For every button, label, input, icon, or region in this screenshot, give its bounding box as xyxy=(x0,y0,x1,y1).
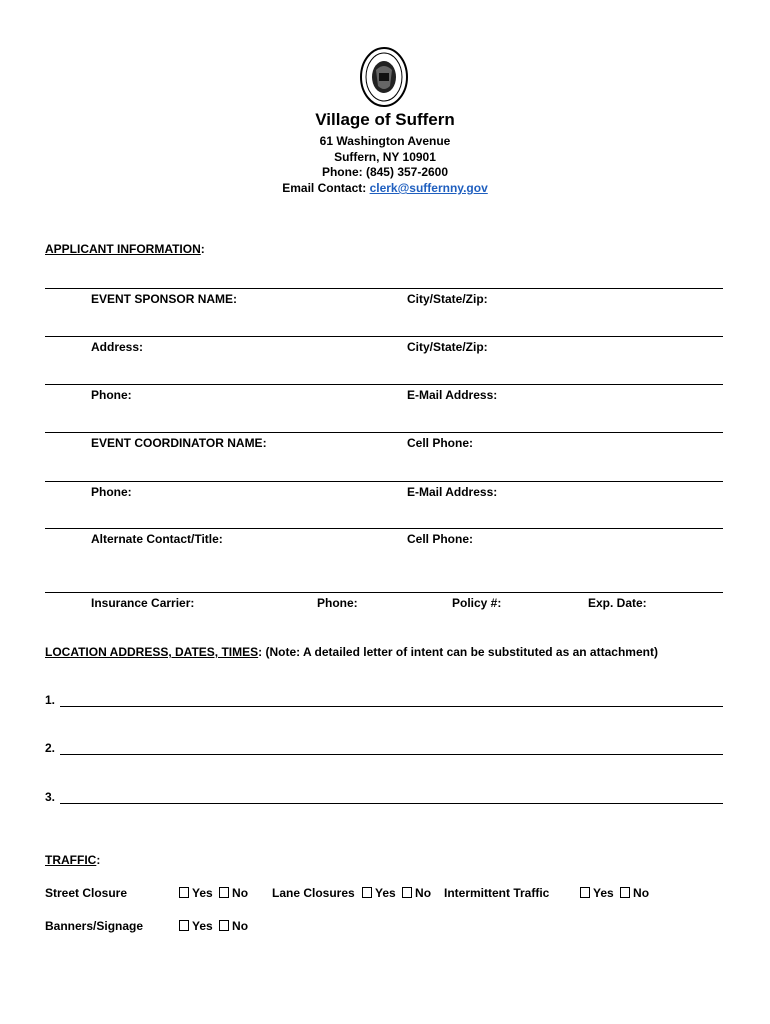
banners-no-label: No xyxy=(232,919,249,933)
sponsor-phone-line[interactable] xyxy=(45,384,723,385)
organization-title: Village of Suffern xyxy=(315,110,455,129)
address-line[interactable] xyxy=(45,336,723,337)
address-city-label: City/State/Zip: xyxy=(407,340,488,354)
location-item-2-number: 2. xyxy=(45,741,56,755)
location-heading xyxy=(45,645,658,659)
sponsor-name-line[interactable] xyxy=(45,288,723,289)
street-closure-label: Street Closure xyxy=(45,886,128,900)
coordinator-phone-line[interactable] xyxy=(45,481,723,482)
intermittent-traffic-options xyxy=(580,886,649,900)
policy-number-label: Policy #: xyxy=(452,596,502,610)
banners-no-checkbox[interactable] xyxy=(219,920,229,931)
banners-yes-label: Yes xyxy=(192,919,213,933)
email-label: Email Contact: xyxy=(282,181,367,195)
address-label: Address: xyxy=(91,340,144,354)
intermittent-no-label: No xyxy=(633,886,650,900)
intermittent-no-checkbox[interactable] xyxy=(620,887,630,898)
lane-closures-no-label: No xyxy=(415,886,432,900)
coordinator-phone-label: Phone: xyxy=(91,485,132,499)
location-item-1-line[interactable] xyxy=(60,706,723,707)
coordinator-email-label: E-Mail Address: xyxy=(407,485,498,499)
sponsor-phone-label: Phone: xyxy=(91,388,132,402)
insurance-carrier-label: Insurance Carrier: xyxy=(91,596,195,610)
banners-signage-options xyxy=(179,919,248,933)
street-closure-yes-checkbox[interactable] xyxy=(179,887,189,898)
lane-closures-label: Lane Closures xyxy=(272,886,355,900)
street-closure-yes-label: Yes xyxy=(192,886,213,900)
alternate-contact-line[interactable] xyxy=(45,528,723,529)
lane-closures-yes-label: Yes xyxy=(375,886,396,900)
address-line-2: Suffern, NY 10901 xyxy=(334,150,436,164)
lane-closures-no-checkbox[interactable] xyxy=(402,887,412,898)
location-heading-text: LOCATION ADDRESS, DATES, TIMES xyxy=(45,645,259,659)
lane-closures-yes-checkbox[interactable] xyxy=(362,887,372,898)
intermittent-yes-checkbox[interactable] xyxy=(580,887,590,898)
phone-line: Phone: (845) 357-2600 xyxy=(321,165,449,179)
intermittent-yes-label: Yes xyxy=(593,886,614,900)
lane-closures-options xyxy=(362,886,431,900)
location-item-2-line[interactable] xyxy=(60,754,723,755)
location-item-3-number: 3. xyxy=(45,790,56,804)
street-closure-no-label: No xyxy=(232,886,249,900)
village-seal-logo xyxy=(359,46,409,108)
coordinator-name-line[interactable] xyxy=(45,432,723,433)
applicant-heading: APPLICANT INFORMATION: xyxy=(45,242,205,256)
insurance-line[interactable] xyxy=(45,592,723,593)
alternate-contact-label: Alternate Contact/Title: xyxy=(91,532,223,546)
applicant-heading-text: APPLICANT INFORMATION xyxy=(45,242,201,256)
coordinator-name-label: EVENT COORDINATOR NAME: xyxy=(91,436,267,450)
location-item-3-line[interactable] xyxy=(60,803,723,804)
street-closure-no-checkbox[interactable] xyxy=(219,887,229,898)
coordinator-cell-label: Cell Phone: xyxy=(407,436,474,450)
sponsor-name-label: EVENT SPONSOR NAME: xyxy=(91,292,238,306)
location-note: : (Note: A detailed letter of intent can be substituted as an attachment) xyxy=(258,645,658,659)
sponsor-city-label: City/State/Zip: xyxy=(407,292,488,306)
intermittent-traffic-label: Intermittent Traffic xyxy=(444,886,550,900)
traffic-heading-text: TRAFFIC xyxy=(45,853,97,867)
location-item-1-number: 1. xyxy=(45,693,56,707)
banners-yes-checkbox[interactable] xyxy=(179,920,189,931)
street-closure-options xyxy=(179,886,248,900)
address-line-1: 61 Washington Avenue xyxy=(319,134,451,148)
email-link[interactable]: clerk@suffernny.gov xyxy=(369,181,488,195)
alternate-cell-label: Cell Phone: xyxy=(407,532,474,546)
traffic-heading: TRAFFIC: xyxy=(45,853,101,867)
banners-signage-label: Banners/Signage xyxy=(45,919,144,933)
email-line xyxy=(0,181,770,195)
insurance-phone-label: Phone: xyxy=(317,596,358,610)
sponsor-email-label: E-Mail Address: xyxy=(407,388,498,402)
exp-date-label: Exp. Date: xyxy=(588,596,647,610)
